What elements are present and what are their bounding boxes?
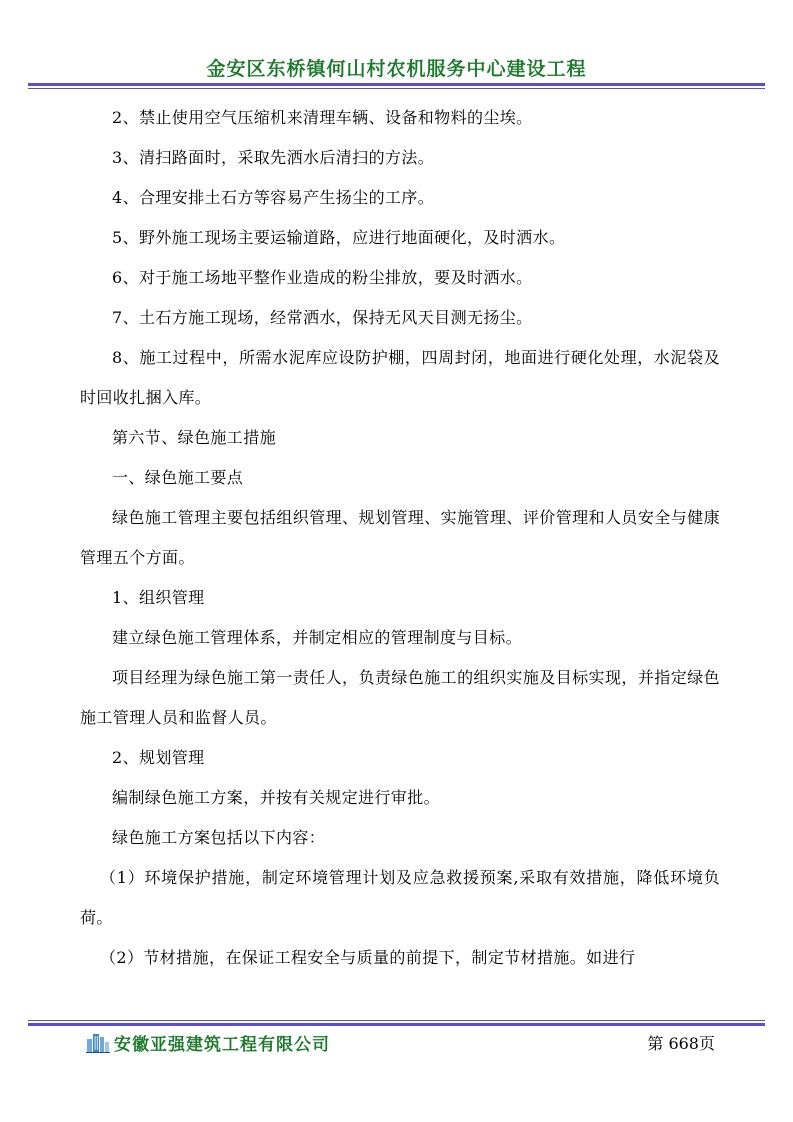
- document-body: [80, 98, 720, 978]
- building-logo-icon: [86, 1031, 110, 1053]
- paragraph: 编制绿色施工方案，并按有关规定进行审批。: [112, 788, 441, 807]
- footer-company: [86, 1030, 330, 1054]
- item-heading: 2、规划管理: [112, 748, 205, 767]
- paragraph: 7、土石方施工现场，经常洒水，保持无风天目测无扬尘。: [112, 308, 533, 327]
- paragraph: 4、合理安排土石方等容易产生扬尘的工序。: [112, 188, 435, 207]
- header-rule-thin: [28, 88, 765, 89]
- paragraph: 8、施工过程中，所需水泥库应设防护棚，四周封闭，地面进行硬化处理，水泥袋及时回收扎捆入库。: [80, 348, 720, 407]
- paragraph: 项目经理为绿色施工第一责任人，负责绿色施工的组织实施及目标实现，并指定绿色施工管理人员和监督人员。: [80, 668, 720, 727]
- paragraph: （2）节材措施，在保证工程安全与质量的前提下，制定节材措施。如进行: [100, 948, 636, 967]
- paragraph: 5、野外施工现场主要运输道路，应进行地面硬化，及时洒水。: [112, 228, 566, 247]
- subsection-heading: 一、绿色施工要点: [112, 468, 244, 487]
- paragraph: （1）环境保护措施，制定环境管理计划及应急救援预案,采取有效措施，降低环境负荷。: [80, 868, 720, 927]
- footer-rule-thin: [28, 1020, 765, 1021]
- item-heading: 1、组织管理: [112, 588, 205, 607]
- paragraph: 3、清扫路面时，采取先洒水后清扫的方法。: [112, 148, 435, 167]
- header-rule-thick: [28, 83, 765, 86]
- paragraph: 6、对于施工场地平整作业造成的粉尘排放，要及时洒水。: [112, 268, 533, 287]
- paragraph: 建立绿色施工管理体系，并制定相应的管理制度与目标。: [112, 628, 523, 647]
- section-heading: 第六节、绿色施工措施: [112, 428, 277, 447]
- paragraph: 绿色施工管理主要包括组织管理、规划管理、实施管理、评价管理和人员安全与健康管理五个方面。: [80, 508, 720, 567]
- page-number: 第 668页: [647, 1034, 715, 1053]
- paragraph: 2、禁止使用空气压缩机来清理车辆、设备和物料的尘埃。: [112, 108, 533, 127]
- company-name: 安徽亚强建筑工程有限公司: [114, 1034, 330, 1055]
- paragraph: 绿色施工方案包括以下内容：: [112, 828, 326, 847]
- footer-rule-thick: [28, 1023, 765, 1026]
- header-title: 金安区东桥镇何山村农机服务中心建设工程: [206, 58, 587, 80]
